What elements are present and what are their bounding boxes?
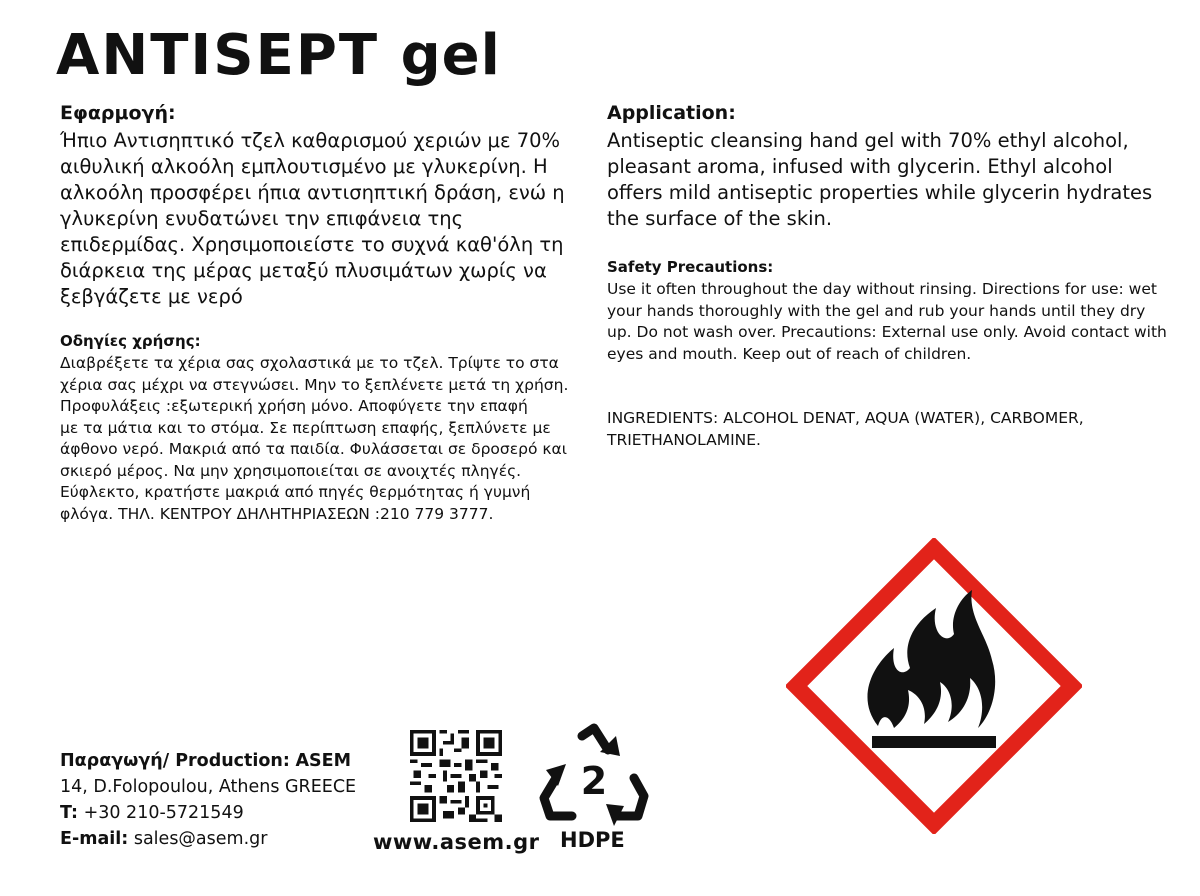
producer-phone-line [60,800,400,826]
producer-address: 14, D.Folopoulou, Athens GREECE [60,777,357,797]
recycling-material: HDPE [560,828,625,852]
producer-email-line [60,826,400,852]
producer-line [60,748,400,774]
producer-company: ASEM [295,751,352,771]
product-name: ANTISEPT [56,23,380,88]
email-label: E-mail: [60,829,129,849]
product-suffix: gel [400,23,501,88]
ingredients-section [607,408,1167,451]
safety-text: Use it often throughout the day without rinsing. Directions for use: wet your hands thoroughly with the gel and rub your hands until they dry up. Do not wash over. Precautions: External use only. Avoid contact with eyes and mouth. Keep out of reach of children. [607,280,1167,363]
website-link[interactable]: www.asem.gr [373,830,540,854]
english-application-text: Antiseptic cleansing hand gel with 70% ethyl alcohol, pleasant aroma, infused with glycerin. Ethyl alcohol offers mild antiseptic properties while glycerin hydrates the surface of the skin. [607,129,1153,230]
greek-instructions-text-2: με τα μάτια και το στόμα. Σε περίπτωση επαφής, ξεπλύνετε με άφθονο νερό. Μακριά από τα παιδία. Φυλάσσεται σε δροσερό και σκιερό μέρος. Να μην χρησιμοποιείται σε ανοιχτές πληγές. Εύφλεκτο, κρατήστε μακριά από πηγές θερμότητας ή γυμνή φλόγα. ΤΗΛ. ΚΕΝΤΡΟΥ ΔΗΛΗΤΗΡΙΑΣΕΩΝ :210 779 3777. [60,418,567,523]
greek-application-section [60,102,570,310]
english-safety-section [607,258,1167,365]
greek-instructions-section [60,332,580,525]
greek-application-heading: Εφαρμογή: [60,102,176,124]
greek-application-text: Ήπιο Αντισηπτικό τζελ καθαρισμού χεριών με 70% αιθυλική αλκοόλη εμπλουτισμένο με γλυκερίνη. Η αλκοόλη προσφέρει ήπια αντισηπτική δράση, ενώ η γλυκερίνη ενυδατώνει την επιφάνεια της επιδερμίδας. Χρησιμοποιείστε το συχνά καθ'όλη τη διάρκεια της μέρας μεταξύ πλυσιμάτων χωρίς να ξεβγάζετε με νερό [60,129,565,308]
greek-instructions-heading: Οδηγίες χρήσης: [60,332,201,350]
producer-info [60,748,400,852]
product-title [56,23,501,88]
recycling-code: 2 [580,759,608,803]
email-address: sales@asem.gr [133,829,268,849]
flammable-hazard-icon [786,538,1082,834]
phone-number: +30 210-5721549 [83,803,244,823]
safety-heading: Safety Precautions: [607,258,774,276]
qr-code-icon[interactable] [410,730,502,822]
recycling-symbol-icon [536,722,652,826]
greek-instructions-text-1: Διαβρέξετε τα χέρια σας σχολαστικά με το τζελ. Τρίψτε το στα χέρια σας μέχρι να στεγνώσει. Μην το ξεπλένετε μετά τη χρήση. Προφυλάξεις :εξωτερική χρήση μόνο. Αποφύγετε την επαφή [60,354,569,415]
ingredients-text: INGREDIENTS: ALCOHOL DENAT, AQUA (WATER), CARBOMER, TRIETHANOLAMINE. [607,409,1084,449]
english-application-heading: Application: [607,102,736,124]
english-application-section [607,102,1167,232]
producer-label: Παραγωγή/ Production: [60,751,290,771]
phone-label: T: [60,803,78,823]
